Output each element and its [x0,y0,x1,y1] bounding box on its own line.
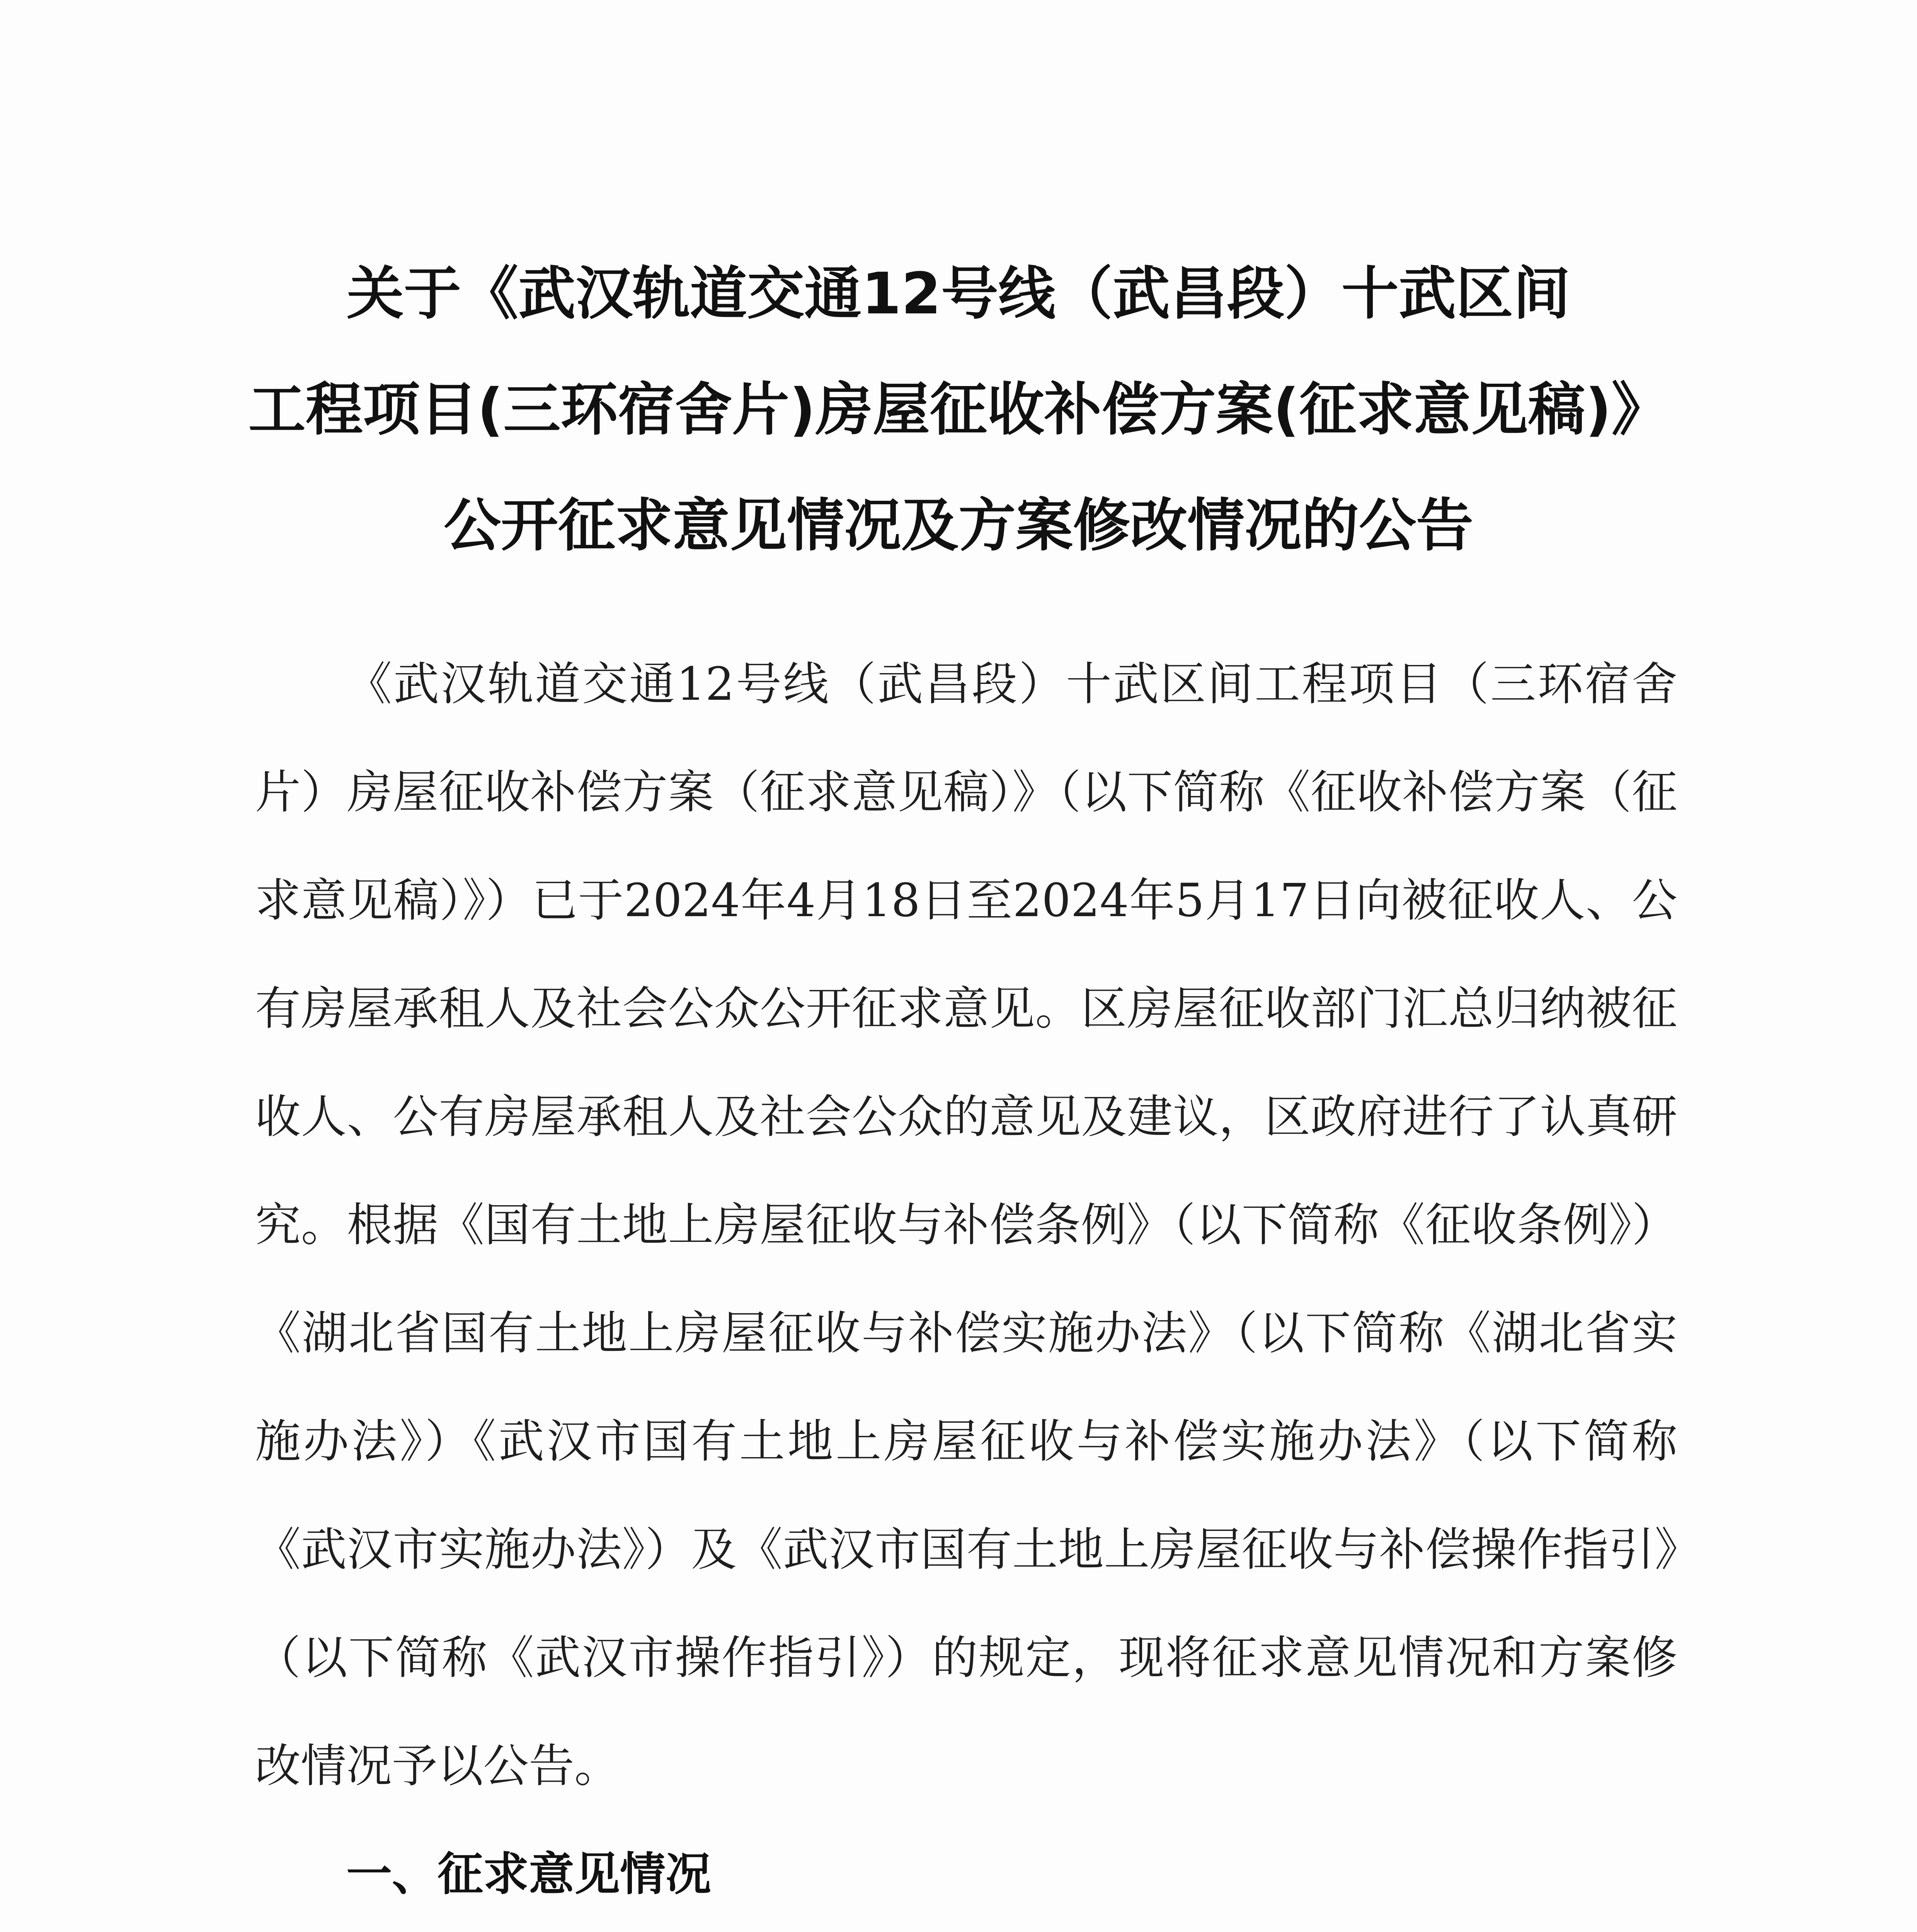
section-heading: 一、征求意见情况 [346,1847,712,1901]
document-title [216,236,1701,583]
document-body [255,630,1677,1932]
title-line-2: 工程项目(三环宿舍片)房屋征收补偿方案(征求意见稿)》 [248,376,1669,443]
title-line-1: 关于《武汉轨道交通12号线（武昌段）十武区间 [347,260,1570,327]
section-paragraph [255,1928,1677,1932]
title-line-3: 公开征求意见情况及方案修改情况的公告 [444,492,1473,559]
intro-paragraph: 《武汉轨道交通12号线（武昌段）十武区间工程项目（三环宿舍片）房屋征收补偿方案（征求意见稿）》（以下简称《征收补偿方案（征求意见稿）》）已于2024年4月18日至2024年5月17日向被征收人、公有房屋承租人及社会公众公开征求意见。区房屋征收部门汇总归纳被征收人、公有房屋承租人及社会公众的意见及建议，区政府进行了认真研究。根据《国有土地上房屋征收与补偿条例》（以下简称《征收条例》）《湖北省国有土地上房屋征收与补偿实施办法》（以下简称《湖北省实施办法》）《武汉市国有土地上房屋征收与补偿实施办法》（以下简称《武汉市实施办法》）及《武汉市国有土地上房屋征收与补偿操作指引》（以下简称《武汉市操作指引》）的规定，现将征求意见情况和方案修改情况予以公告。 [255,657,1677,1793]
